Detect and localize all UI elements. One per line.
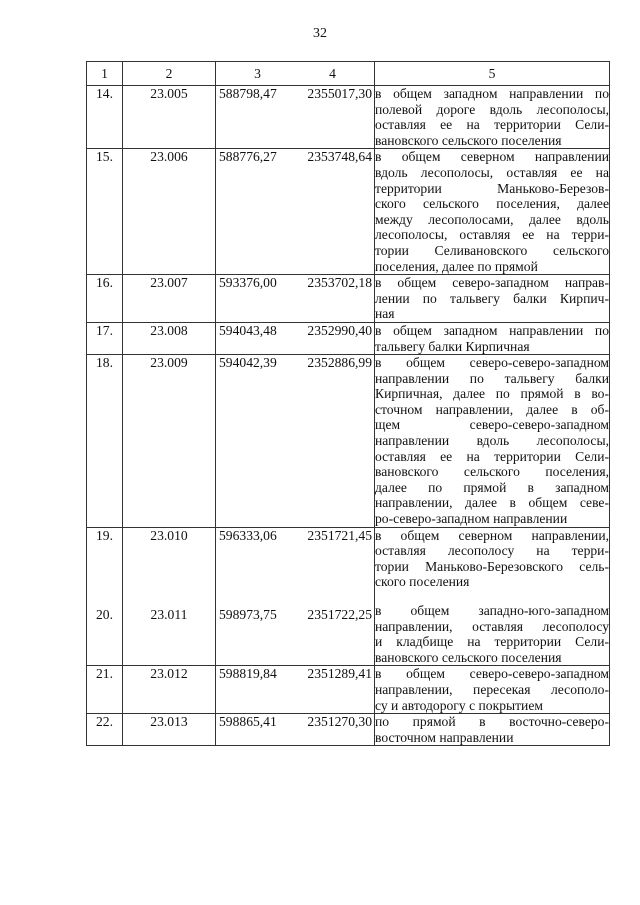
- table-row: [87, 149, 610, 275]
- point-code-cell: [123, 275, 216, 323]
- description-line: ского сельского поселения, далее: [375, 196, 609, 212]
- description-line: направлении по тальвегу балки: [375, 370, 609, 386]
- description-line: в общем северо-западном направ-: [375, 275, 609, 291]
- description-line: направлении, далее в общем севе-: [375, 495, 609, 511]
- coordinate-x: 598973,75: [219, 607, 277, 623]
- description-cell: [375, 666, 610, 714]
- point-code-cell: [123, 86, 216, 149]
- description-line: оставляя лесополосу на терри-: [375, 543, 609, 559]
- header-col-5: 5: [375, 62, 610, 86]
- point-code-cell: [123, 149, 216, 275]
- row-number: 20.: [96, 607, 113, 623]
- point-code: 23.009: [150, 355, 188, 371]
- coordinate-pair: [216, 275, 374, 291]
- direction-description: [375, 323, 609, 354]
- description-cell: [375, 322, 610, 354]
- row-number: 19.: [96, 527, 113, 543]
- header-col-3: 3: [254, 65, 261, 81]
- description-line: в общем западном направлении по: [375, 322, 609, 338]
- description-line: территории Маньково-Березов-: [375, 180, 609, 196]
- point-code-cell: [123, 355, 216, 528]
- description-line: вановского сельского поселения,: [375, 464, 609, 480]
- description-line: полевой дороге вдоль лесополосы,: [375, 101, 609, 117]
- direction-description: [375, 603, 609, 665]
- coordinate-pair: [216, 528, 374, 544]
- table-body: [87, 86, 610, 746]
- description-cell: [375, 527, 610, 666]
- direction-description: [375, 355, 609, 527]
- table-row: [87, 322, 610, 354]
- point-code: 23.011: [150, 607, 188, 623]
- coordinate-y: 2351289,41: [307, 666, 372, 682]
- point-code-cell: [123, 666, 216, 714]
- coordinate-y: 2352990,40: [307, 322, 372, 338]
- coordinate-y: 2355017,30: [307, 86, 372, 101]
- coordinates-cell: [216, 149, 375, 275]
- description-line: ро-северо-западном направлении: [375, 511, 568, 527]
- description-line: вановского сельского поселения: [375, 649, 562, 665]
- description-line: между лесополосами, далее вдоль: [375, 211, 609, 227]
- description-line: тальвегу балки Кирпичная: [375, 338, 530, 354]
- direction-description: [375, 666, 609, 713]
- table-row: [87, 714, 610, 746]
- point-code-cell: [123, 714, 216, 746]
- coordinate-y: 2353702,18: [307, 275, 372, 291]
- coordinate-pair: [216, 323, 374, 339]
- coordinate-y: 2351722,25: [307, 607, 372, 623]
- description-line: вдоль лесополосы, оставляя ее на: [375, 164, 609, 180]
- row-number: 16.: [96, 275, 113, 291]
- row-number: 14.: [96, 86, 113, 101]
- table-row: [87, 355, 610, 528]
- page-number: 32: [313, 26, 327, 41]
- description-line: в общем северном направлении,: [375, 527, 609, 543]
- row-number: 17.: [96, 322, 113, 338]
- header-col-1: 1: [87, 62, 123, 86]
- row-number-cell: [87, 714, 123, 746]
- description-line: восточном направлении: [375, 729, 514, 745]
- coordinate-pair: [216, 149, 374, 165]
- description-line: и кладбище на территории Сели-: [375, 634, 609, 650]
- description-line: в общем западном направлении по: [375, 86, 609, 101]
- point-code: 23.005: [150, 86, 188, 101]
- coordinate-pair: [216, 666, 374, 682]
- coordinate-pair: [216, 607, 374, 623]
- description-cell: [375, 149, 610, 275]
- coordinates-cell: [216, 322, 375, 354]
- coordinates-cell: [216, 527, 375, 666]
- coordinates-cell: [216, 355, 375, 528]
- description-line: тории Селивановского сельского: [375, 242, 609, 258]
- description-line: направлении, пересекая лесополо-: [375, 681, 609, 697]
- point-code: 23.007: [150, 275, 188, 291]
- coordinate-x: 588798,47: [219, 86, 277, 101]
- description-line: тории Маньково-Березовского сель-: [375, 558, 609, 574]
- coordinate-y: 2351721,45: [307, 527, 372, 543]
- description-line: поселения, далее по прямой: [375, 258, 538, 274]
- description-line: оставляя ее на территории Сели-: [375, 448, 609, 464]
- coordinates-cell: [216, 714, 375, 746]
- description-line: су и автодорогу с покрытием: [375, 697, 543, 713]
- row-number: 18.: [96, 355, 113, 371]
- point-code: 23.013: [150, 714, 188, 730]
- coordinate-pair: [216, 86, 374, 102]
- row-number: 22.: [96, 714, 113, 730]
- table-header-row: [87, 62, 610, 86]
- row-number: 21.: [96, 666, 113, 682]
- point-code: 23.012: [150, 666, 188, 682]
- description-line: Кирпичная, далее по прямой в во-: [375, 386, 609, 402]
- coordinate-x: 594043,48: [219, 322, 277, 338]
- table-row: [87, 527, 610, 666]
- coordinate-y: 2351270,30: [307, 714, 372, 730]
- table-row: [87, 275, 610, 323]
- row-number-cell: [87, 527, 123, 666]
- coordinate-x: 588776,27: [219, 149, 277, 165]
- coordinate-x: 594042,39: [219, 355, 277, 371]
- point-code-cell: [123, 322, 216, 354]
- description-line: направлении, оставляя лесополосу: [375, 618, 609, 634]
- coordinates-cell: [216, 86, 375, 149]
- header-col-3-4: [216, 62, 375, 86]
- point-code: 23.010: [150, 527, 188, 543]
- coordinates-table: [86, 61, 610, 746]
- coordinate-y: 2352886,99: [307, 355, 372, 371]
- point-code: 23.006: [150, 149, 188, 165]
- table-row: [87, 666, 610, 714]
- description-line: сточном направлении, далее в об-: [375, 401, 609, 417]
- description-line: щем северо-северо-западном: [375, 417, 609, 433]
- direction-description: [375, 86, 609, 148]
- point-code: 23.008: [150, 322, 188, 338]
- description-line: оставляя ее на территории Сели-: [375, 117, 609, 133]
- coordinate-pair: [216, 714, 374, 730]
- description-line: в общем северном направлении: [375, 149, 609, 165]
- row-number-cell: [87, 666, 123, 714]
- description-line: в общем северо-северо-западном: [375, 666, 609, 682]
- point-code-cell: [123, 527, 216, 666]
- table-row: [87, 86, 610, 149]
- header-col-4: 4: [329, 65, 336, 81]
- description-line: ского поселения: [375, 574, 470, 590]
- coordinate-x: 596333,06: [219, 527, 277, 543]
- coordinates-cell: [216, 275, 375, 323]
- description-line: в общем западно-юго-западном: [375, 603, 609, 618]
- description-line: далее по прямой в западном: [375, 479, 609, 495]
- coordinate-pair: [216, 355, 374, 371]
- description-cell: [375, 275, 610, 323]
- coordinate-x: 598865,41: [219, 714, 277, 730]
- description-line: в общем северо-северо-западном: [375, 355, 609, 371]
- direction-description: [375, 149, 609, 274]
- description-line: по прямой в восточно-северо-: [375, 714, 609, 730]
- row-number: 15.: [96, 149, 113, 165]
- row-number-cell: [87, 275, 123, 323]
- direction-description: [375, 275, 609, 322]
- row-number-cell: [87, 355, 123, 528]
- direction-description: [375, 714, 609, 745]
- row-number-cell: [87, 86, 123, 149]
- description-cell: [375, 86, 610, 149]
- header-col-2: 2: [123, 62, 216, 86]
- coordinate-y: 2353748,64: [307, 149, 372, 165]
- description-line: лесополосы, оставляя ее на терри-: [375, 227, 609, 243]
- coordinate-x: 593376,00: [219, 275, 277, 291]
- description-line: вановского сельского поселения: [375, 132, 562, 148]
- row-number-cell: [87, 149, 123, 275]
- description-line: лении по тальвегу балки Кирпич-: [375, 290, 609, 306]
- description-line: направлении вдоль лесополосы,: [375, 433, 609, 449]
- coordinate-x: 598819,84: [219, 666, 277, 682]
- description-cell: [375, 714, 610, 746]
- description-cell: [375, 355, 610, 528]
- direction-description: [375, 528, 609, 590]
- description-line: ная: [375, 306, 395, 322]
- coordinates-cell: [216, 666, 375, 714]
- row-number-cell: [87, 322, 123, 354]
